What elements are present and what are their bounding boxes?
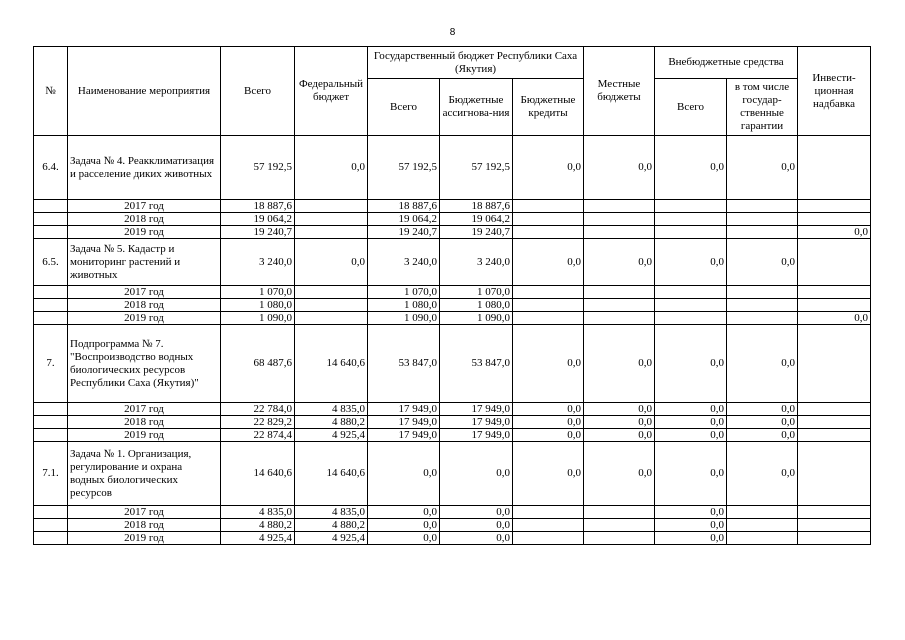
cell-state-alloc: 1 090,0 (440, 312, 513, 325)
row-number (34, 226, 68, 239)
cell-federal: 14 640,6 (295, 325, 368, 403)
row-number (34, 200, 68, 213)
cell-invest (798, 442, 871, 506)
header-invest: Инвести-ционная надбавка (798, 47, 871, 136)
cell-extra-total: 0,0 (655, 416, 727, 429)
cell-total: 19 240,7 (221, 226, 295, 239)
cell-extra-total (655, 299, 727, 312)
cell-state-total: 19 240,7 (368, 226, 440, 239)
header-local: Местные бюджеты (584, 47, 655, 136)
row-number: 7.1. (34, 442, 68, 506)
cell-invest (798, 532, 871, 545)
cell-federal: 4 880,2 (295, 519, 368, 532)
cell-state-credits (513, 299, 584, 312)
cell-state-total: 17 949,0 (368, 429, 440, 442)
cell-invest (798, 325, 871, 403)
cell-federal (295, 312, 368, 325)
cell-extra-guar (727, 226, 798, 239)
activity-name: Задача № 5. Кадастр и мониторинг растений и животных (68, 239, 221, 286)
header-state-credits: Бюджетные кредиты (513, 79, 584, 136)
cell-state-credits (513, 213, 584, 226)
cell-total: 22 874,4 (221, 429, 295, 442)
cell-local: 0,0 (584, 403, 655, 416)
cell-invest (798, 239, 871, 286)
cell-local (584, 286, 655, 299)
cell-state-credits (513, 506, 584, 519)
cell-state-alloc: 17 949,0 (440, 429, 513, 442)
header-extra-total: Всего (655, 79, 727, 136)
table-body (34, 136, 871, 545)
cell-state-total: 53 847,0 (368, 325, 440, 403)
row-number (34, 403, 68, 416)
cell-extra-guar: 0,0 (727, 442, 798, 506)
year-label: 2018 год (68, 299, 221, 312)
cell-local (584, 312, 655, 325)
cell-invest (798, 506, 871, 519)
cell-state-alloc: 53 847,0 (440, 325, 513, 403)
header-name: Наименование мероприятия (68, 47, 221, 136)
cell-invest (798, 200, 871, 213)
cell-state-credits: 0,0 (513, 429, 584, 442)
header-state-alloc: Бюджетные ассигнова-ния (440, 79, 513, 136)
cell-total: 4 925,4 (221, 532, 295, 545)
table-row (34, 325, 871, 403)
cell-total: 68 487,6 (221, 325, 295, 403)
cell-extra-total: 0,0 (655, 429, 727, 442)
year-label: 2017 год (68, 403, 221, 416)
cell-local: 0,0 (584, 416, 655, 429)
cell-state-total: 18 887,6 (368, 200, 440, 213)
activity-name: Задача № 4. Реакклиматизация и расселение диких животных (68, 136, 221, 200)
row-number: 6.5. (34, 239, 68, 286)
year-row (34, 429, 871, 442)
year-row (34, 506, 871, 519)
row-number (34, 299, 68, 312)
cell-extra-total (655, 286, 727, 299)
cell-state-alloc: 17 949,0 (440, 403, 513, 416)
cell-local (584, 532, 655, 545)
cell-extra-total (655, 213, 727, 226)
cell-total: 4 835,0 (221, 506, 295, 519)
year-label: 2019 год (68, 226, 221, 239)
year-label: 2018 год (68, 519, 221, 532)
cell-state-alloc: 17 949,0 (440, 416, 513, 429)
cell-invest (798, 416, 871, 429)
cell-state-credits: 0,0 (513, 136, 584, 200)
cell-federal: 4 880,2 (295, 416, 368, 429)
row-number: 6.4. (34, 136, 68, 200)
row-number (34, 312, 68, 325)
cell-extra-total (655, 312, 727, 325)
year-row (34, 416, 871, 429)
cell-federal (295, 200, 368, 213)
cell-local (584, 213, 655, 226)
budget-table (33, 46, 871, 545)
cell-federal: 4 925,4 (295, 429, 368, 442)
row-number (34, 213, 68, 226)
cell-local (584, 519, 655, 532)
cell-state-total: 1 080,0 (368, 299, 440, 312)
activity-name: Задача № 1. Организация, регулирование и охрана водных биологических ресурсов (68, 442, 221, 506)
year-row (34, 299, 871, 312)
header-state-total: Всего (368, 79, 440, 136)
cell-extra-guar (727, 506, 798, 519)
table-header (34, 47, 871, 136)
cell-state-alloc: 0,0 (440, 442, 513, 506)
year-row (34, 519, 871, 532)
cell-state-total: 0,0 (368, 506, 440, 519)
cell-extra-guar (727, 519, 798, 532)
cell-invest (798, 299, 871, 312)
cell-federal: 0,0 (295, 136, 368, 200)
cell-extra-guar: 0,0 (727, 239, 798, 286)
cell-invest: 0,0 (798, 312, 871, 325)
cell-extra-total: 0,0 (655, 239, 727, 286)
cell-state-alloc: 1 070,0 (440, 286, 513, 299)
cell-invest (798, 286, 871, 299)
cell-state-credits (513, 226, 584, 239)
cell-total: 14 640,6 (221, 442, 295, 506)
row-number (34, 506, 68, 519)
year-row (34, 213, 871, 226)
cell-federal: 14 640,6 (295, 442, 368, 506)
year-row (34, 286, 871, 299)
cell-extra-guar: 0,0 (727, 136, 798, 200)
table-row (34, 442, 871, 506)
cell-extra-total (655, 226, 727, 239)
header-federal: Федеральный бюджет (295, 47, 368, 136)
cell-federal (295, 213, 368, 226)
cell-extra-guar: 0,0 (727, 325, 798, 403)
cell-invest (798, 519, 871, 532)
cell-local: 0,0 (584, 239, 655, 286)
cell-state-total: 0,0 (368, 519, 440, 532)
row-number (34, 429, 68, 442)
cell-local (584, 200, 655, 213)
cell-federal (295, 299, 368, 312)
cell-state-alloc: 0,0 (440, 519, 513, 532)
cell-local (584, 506, 655, 519)
cell-extra-guar (727, 200, 798, 213)
cell-state-alloc: 19 240,7 (440, 226, 513, 239)
cell-state-total: 0,0 (368, 532, 440, 545)
header-no: № (34, 47, 68, 136)
row-number (34, 519, 68, 532)
cell-extra-guar: 0,0 (727, 429, 798, 442)
year-row (34, 532, 871, 545)
cell-extra-guar (727, 532, 798, 545)
cell-total: 22 829,2 (221, 416, 295, 429)
cell-local: 0,0 (584, 325, 655, 403)
row-number (34, 416, 68, 429)
cell-total: 3 240,0 (221, 239, 295, 286)
cell-state-credits: 0,0 (513, 442, 584, 506)
cell-federal: 4 835,0 (295, 506, 368, 519)
cell-state-alloc: 0,0 (440, 506, 513, 519)
cell-extra-total: 0,0 (655, 325, 727, 403)
cell-local (584, 299, 655, 312)
year-label: 2018 год (68, 213, 221, 226)
cell-total: 4 880,2 (221, 519, 295, 532)
cell-state-total: 19 064,2 (368, 213, 440, 226)
year-label: 2019 год (68, 312, 221, 325)
activity-name: Подпрограмма № 7. "Воспроизводство водных биологических ресурсов Республики Саха (Якутия)" (68, 325, 221, 403)
cell-federal (295, 286, 368, 299)
year-row (34, 200, 871, 213)
cell-state-total: 17 949,0 (368, 416, 440, 429)
year-label: 2019 год (68, 532, 221, 545)
row-number (34, 286, 68, 299)
year-label: 2017 год (68, 506, 221, 519)
cell-extra-guar: 0,0 (727, 416, 798, 429)
table-row (34, 136, 871, 200)
year-label: 2017 год (68, 200, 221, 213)
cell-extra-total: 0,0 (655, 442, 727, 506)
cell-total: 1 090,0 (221, 312, 295, 325)
cell-state-alloc: 0,0 (440, 532, 513, 545)
cell-total: 1 080,0 (221, 299, 295, 312)
cell-extra-guar (727, 299, 798, 312)
cell-state-total: 1 070,0 (368, 286, 440, 299)
cell-state-total: 1 090,0 (368, 312, 440, 325)
cell-state-total: 57 192,5 (368, 136, 440, 200)
cell-extra-total: 0,0 (655, 506, 727, 519)
year-row (34, 226, 871, 239)
cell-local (584, 226, 655, 239)
cell-invest (798, 429, 871, 442)
cell-extra-total: 0,0 (655, 136, 727, 200)
cell-local: 0,0 (584, 429, 655, 442)
cell-state-credits (513, 286, 584, 299)
cell-local: 0,0 (584, 136, 655, 200)
cell-state-credits: 0,0 (513, 325, 584, 403)
row-number (34, 532, 68, 545)
cell-invest (798, 136, 871, 200)
cell-state-alloc: 18 887,6 (440, 200, 513, 213)
header-state-group: Государственный бюджет Республики Саха (Якутия) (368, 47, 584, 79)
row-number: 7. (34, 325, 68, 403)
cell-federal: 4 835,0 (295, 403, 368, 416)
year-label: 2019 год (68, 429, 221, 442)
cell-extra-total: 0,0 (655, 403, 727, 416)
cell-federal (295, 226, 368, 239)
cell-extra-guar (727, 213, 798, 226)
header-extra-guar: в том числе государ-ственные гарантии (727, 79, 798, 136)
cell-federal: 4 925,4 (295, 532, 368, 545)
cell-state-credits: 0,0 (513, 416, 584, 429)
cell-extra-guar (727, 286, 798, 299)
cell-total: 19 064,2 (221, 213, 295, 226)
cell-state-credits: 0,0 (513, 239, 584, 286)
year-label: 2018 год (68, 416, 221, 429)
cell-invest (798, 403, 871, 416)
year-label: 2017 год (68, 286, 221, 299)
cell-local: 0,0 (584, 442, 655, 506)
cell-total: 1 070,0 (221, 286, 295, 299)
cell-state-credits: 0,0 (513, 403, 584, 416)
cell-total: 22 784,0 (221, 403, 295, 416)
cell-extra-total (655, 200, 727, 213)
cell-state-credits (513, 532, 584, 545)
table-row (34, 239, 871, 286)
cell-extra-guar (727, 312, 798, 325)
cell-state-alloc: 3 240,0 (440, 239, 513, 286)
cell-federal: 0,0 (295, 239, 368, 286)
cell-state-credits (513, 200, 584, 213)
cell-total: 57 192,5 (221, 136, 295, 200)
cell-extra-total: 0,0 (655, 532, 727, 545)
page-number: 8 (449, 27, 456, 38)
cell-extra-guar: 0,0 (727, 403, 798, 416)
cell-state-alloc: 19 064,2 (440, 213, 513, 226)
cell-state-alloc: 1 080,0 (440, 299, 513, 312)
cell-extra-total: 0,0 (655, 519, 727, 532)
cell-invest (798, 213, 871, 226)
cell-state-alloc: 57 192,5 (440, 136, 513, 200)
year-row (34, 312, 871, 325)
cell-invest: 0,0 (798, 226, 871, 239)
cell-state-credits (513, 312, 584, 325)
header-extra-group: Внебюджетные средства (655, 47, 798, 79)
header-total: Всего (221, 47, 295, 136)
cell-state-total: 3 240,0 (368, 239, 440, 286)
year-row (34, 403, 871, 416)
cell-total: 18 887,6 (221, 200, 295, 213)
cell-state-total: 17 949,0 (368, 403, 440, 416)
cell-state-total: 0,0 (368, 442, 440, 506)
cell-state-credits (513, 519, 584, 532)
